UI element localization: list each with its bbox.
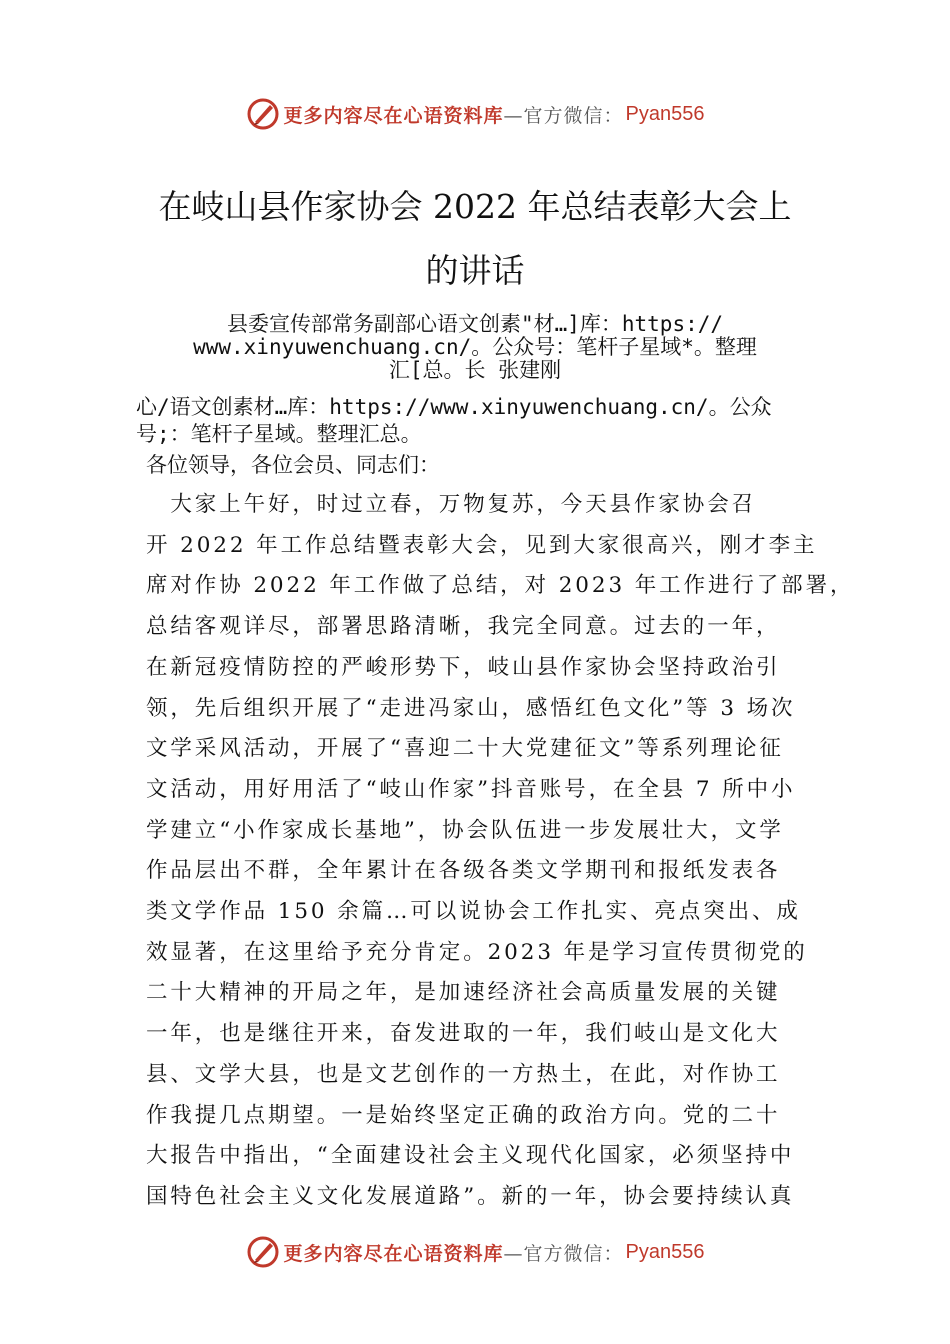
- body-line: 作品层出不群，全年累计在各级各类文学期刊和报纸发表各: [146, 858, 781, 884]
- body-line: 领，先后组织开展了“走进冯家山，感悟红色文化”等 3 场次: [146, 695, 796, 721]
- salutation: 各位领导，各位会员、同志们：: [146, 453, 440, 477]
- body-line: 二十大精神的开局之年，是加速经济社会高质量发展的关键: [146, 980, 781, 1006]
- watermark-line-2: 号;：笔杆子星域。整理汇总。: [136, 422, 422, 446]
- banner-main-text: 更多内容尽在心语资料库: [283, 104, 504, 127]
- body-line: 效显著，在这里给予充分肯定。2023 年是学习宣传贯彻党的: [146, 939, 808, 965]
- body-line: 文活动，用好用活了“岐山作家”抖音账号，在全县 7 所中小: [146, 776, 796, 802]
- byline-line-2: www.xinyuwenchuang.cn/。公众号：笔杆子星域*。整理: [193, 335, 757, 359]
- body-line: 总结客观详尽，部署思路清晰，我完全同意。过去的一年，: [146, 614, 781, 640]
- body-line: 国特色社会主义文化发展道路”。新的一年，协会要持续认真: [146, 1183, 795, 1209]
- page-title-line-2: 的讲话: [425, 251, 525, 290]
- banner-wechat-id: Pyan556: [625, 102, 705, 125]
- body-line: 县、文学大县，也是文艺创作的一方热土，在此，对作协工: [146, 1061, 781, 1087]
- body-line: 在新冠疫情防控的严峻形势下，岐山县作家协会坚持政治引: [146, 654, 781, 680]
- body-line: 席对作协 2022 年工作做了总结，对 2023 年工作进行了部署，: [146, 573, 855, 599]
- body-line: 类文学作品 150 余篇…可以说协会工作扎实、亮点突出、成: [146, 899, 801, 924]
- byline-line-1: 县委宣传部常务副部心语文创素"材…]库：https://: [226, 312, 724, 336]
- banner-wechat-id: Pyan556: [625, 1240, 705, 1263]
- body-line: 一年，也是继往开来，奋发进取的一年，我们岐山是文化大: [146, 1021, 781, 1047]
- brush-logo-icon: [246, 1235, 280, 1269]
- body-line: 文学采风活动，开展了“喜迎二十大党建征文”等系列理论征: [146, 736, 784, 762]
- header-banner: [0, 94, 950, 134]
- page-title-line-1: 在岐山县作家协会 2022 年总结表彰大会上: [158, 187, 792, 226]
- watermark-line-1: 心/语文创素材…库：https://www.xinyuwenchuang.cn/。公众: [136, 395, 772, 419]
- banner-separator: —官方微信：: [503, 104, 624, 127]
- banner-separator: —官方微信：: [503, 1242, 624, 1265]
- body-line: 大家上午好，时过立春，万物复苏，今天县作家协会召: [146, 492, 757, 517]
- byline-line-3: 汇[总。长 张建刚: [388, 358, 562, 382]
- body-line: 作我提几点期望。一是始终坚定正确的政治方向。党的二十: [146, 1102, 781, 1128]
- brush-logo-icon: [246, 97, 280, 131]
- body-line: 学建立“小作家成长基地”，协会队伍进一步发展壮大，文学: [146, 817, 784, 843]
- banner-main-text: 更多内容尽在心语资料库: [283, 1242, 504, 1265]
- body-line: 开 2022 年工作总结暨表彰大会，见到大家很高兴，刚才李主: [146, 532, 818, 558]
- footer-banner: [0, 1232, 950, 1272]
- body-line: 大报告中指出，“全面建设社会主义现代化国家，必须坚持中: [146, 1143, 795, 1169]
